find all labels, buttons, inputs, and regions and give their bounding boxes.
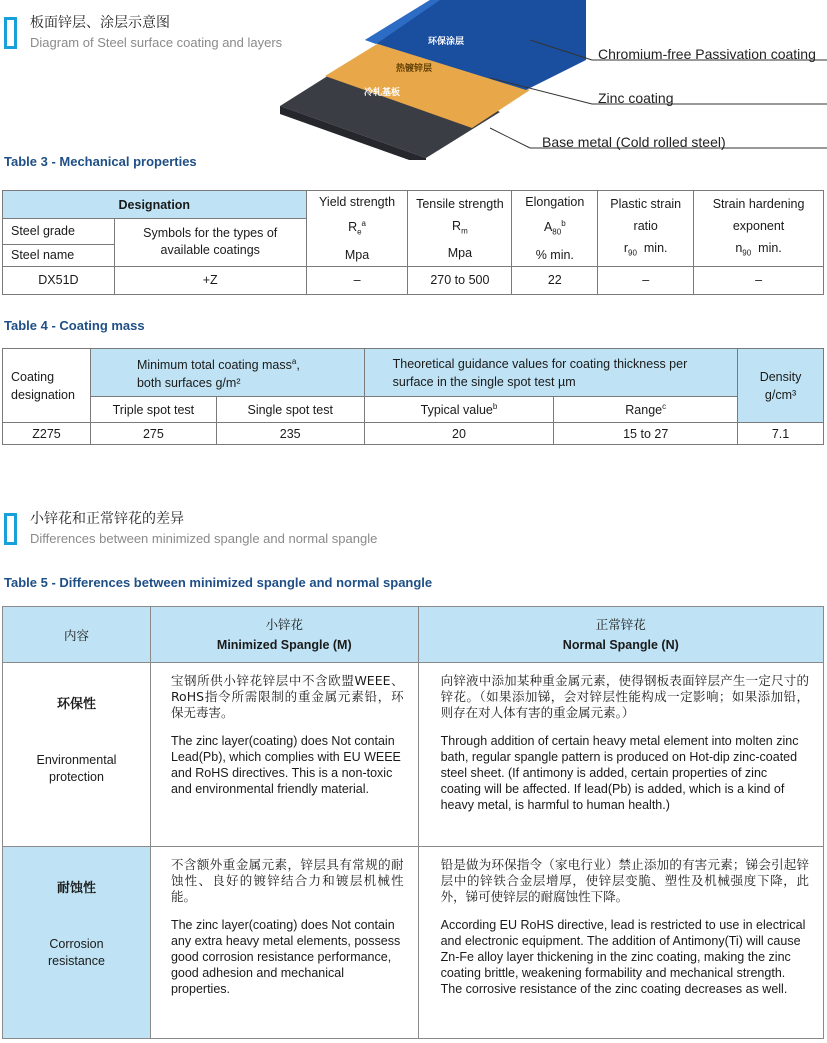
designation-header: Designation	[3, 191, 307, 219]
section-title-zh: 板面锌层、涂层示意图	[30, 15, 170, 31]
layer-base-label: 冷轧基板	[364, 88, 401, 98]
table4-title: Table 4 - Coating mass	[4, 318, 145, 333]
table-row	[3, 423, 824, 445]
table5-title: Table 5 - Differences between minimized spangle and normal spangle	[4, 575, 433, 590]
content-header: 内容	[3, 607, 151, 663]
spangle-differences-table	[2, 606, 824, 1039]
minimized-header: 小锌花 Minimized Spangle (M)	[150, 607, 418, 663]
strain-hardening-header: Strain hardening exponent $n_{90}$ min.	[694, 191, 824, 267]
cell-triple: 275	[90, 423, 216, 445]
mechanical-properties-table	[2, 190, 824, 295]
table-row	[3, 847, 824, 1039]
coating-designation-header: Coating designation	[3, 349, 91, 423]
row-label-environmental: 环保性 Environmental protection	[3, 663, 151, 847]
cell-density: 7.1	[738, 423, 824, 445]
density-header: Density g/cm³	[738, 349, 824, 423]
cell-single: 235	[216, 423, 364, 445]
section-header-diagram	[4, 14, 282, 52]
cell-normal-environmental: 向锌液中添加某种重金属元素，使得钢板表面锌层产生一定尺寸的锌花。（如果添加锑，会对锌层性能构成一定影响；如果添加铅，则存在对人体有害的重金属元素。） Through addition of certain heavy metal element into molten zinc bath, regular spangle pattern is produced on Hot-dip zinc-coated steel sheet. (If antimony is added, certain properties of zinc coating will be affected. If lead(Pb) is added, which is a kind of heavy metal, is harmful to human health.)	[418, 663, 823, 847]
cell-hardening: –	[694, 266, 824, 294]
cell-tensile: 270 to 500	[408, 266, 512, 294]
cell-minimized-corrosion: 不含额外重金属元素，锌层具有常规的耐蚀性、良好的镀锌结合力和镀层机械性能。 The zinc layer(coating) does Not contain any extra heavy metal elements, possess good corrosion resistance performance, good adhesion and mechanical properties.	[150, 847, 418, 1039]
cell-plastic: –	[598, 266, 694, 294]
table-row	[3, 663, 824, 847]
caption-zinc: Zinc coating	[598, 90, 674, 106]
normal-header: 正常锌花 Normal Spangle (N)	[418, 607, 823, 663]
steel-grade-label: Steel grade	[3, 219, 115, 245]
triple-spot-header: Triple spot test	[90, 397, 216, 423]
layer-top-label: 环保涂层	[428, 37, 465, 47]
layer-mid-label: 热镀锌层	[396, 64, 433, 74]
range-header: Range$^c$	[554, 397, 738, 423]
steel-name-label: Steel name	[3, 244, 115, 266]
caption-base: Base metal (Cold rolled steel)	[542, 134, 726, 150]
cell-yield: –	[306, 266, 408, 294]
row-label-corrosion: 耐蚀性 Corrosion resistance	[3, 847, 151, 1039]
min-mass-header: Minimum total coating mass$^a$, both surfaces g/m²	[90, 349, 364, 397]
elongation-header: Elongation $A_{80}^b$ % min.	[512, 191, 598, 267]
section-marker-icon	[4, 17, 17, 49]
cell-symbol: +Z	[114, 266, 306, 294]
theoretical-header: Theoretical guidance values for coating thickness per surface in the single spot test µm	[364, 349, 737, 397]
table-row	[3, 266, 824, 294]
cell-elongation: 22	[512, 266, 598, 294]
typical-value-header: Typical value$^b$	[364, 397, 554, 423]
cell-typical: 20	[364, 423, 554, 445]
single-spot-header: Single spot test	[216, 397, 364, 423]
coating-layers-diagram	[280, 0, 827, 160]
cell-minimized-environmental: 宝钢所供小锌花锌层中不含欧盟WEEE、RoHS指令所需限制的重金属元素铅，环保无毒害。 The zinc layer(coating) does Not contain Lead(Pb), which complies with EU WEEE and RoHS directives. This is a non-toxic and environmental friendly material.	[150, 663, 418, 847]
section-header-spangle	[4, 510, 377, 548]
cell-normal-corrosion: 铅是做为环保指令（家电行业）禁止添加的有害元素；锑会引起锌层中的锌铁合金层增厚，使锌层变脆、塑性及机械强度下降，此外，锑可使锌层的耐腐蚀性下降。 According EU RoHS directive, lead is restricted to use in electrical and electronic equipment. The addition of Antimony(Ti) will cause Zn-Fe alloy layer thickening in the zinc coating, making the zinc coating brittle, weakening formability and mechanical strength. The corrosive resistance of the zinc coating decreases as well.	[418, 847, 823, 1039]
yield-header: Yield strength $R_e^a$ Mpa	[306, 191, 408, 267]
tensile-header: Tensile strength $R_m$ Mpa	[408, 191, 512, 267]
table3-title: Table 3 - Mechanical properties	[4, 154, 197, 169]
cell-steel-name: DX51D	[3, 266, 115, 294]
coating-mass-table	[2, 348, 824, 445]
section-title-zh: 小锌花和正常锌花的差异	[30, 511, 184, 527]
plastic-strain-header: Plastic strain ratio $r_{90}$ min.	[598, 191, 694, 267]
caption-passivation: Chromium-free Passivation coating	[598, 46, 816, 62]
cell-range: 15 to 27	[554, 423, 738, 445]
symbols-label: Symbols for the types of available coatings	[114, 219, 306, 267]
section-marker-icon	[4, 513, 17, 545]
cell-designation: Z275	[3, 423, 91, 445]
section-title-en: Differences between minimized spangle and normal spangle	[30, 531, 378, 546]
section-title-en: Diagram of Steel surface coating and layers	[30, 35, 283, 50]
